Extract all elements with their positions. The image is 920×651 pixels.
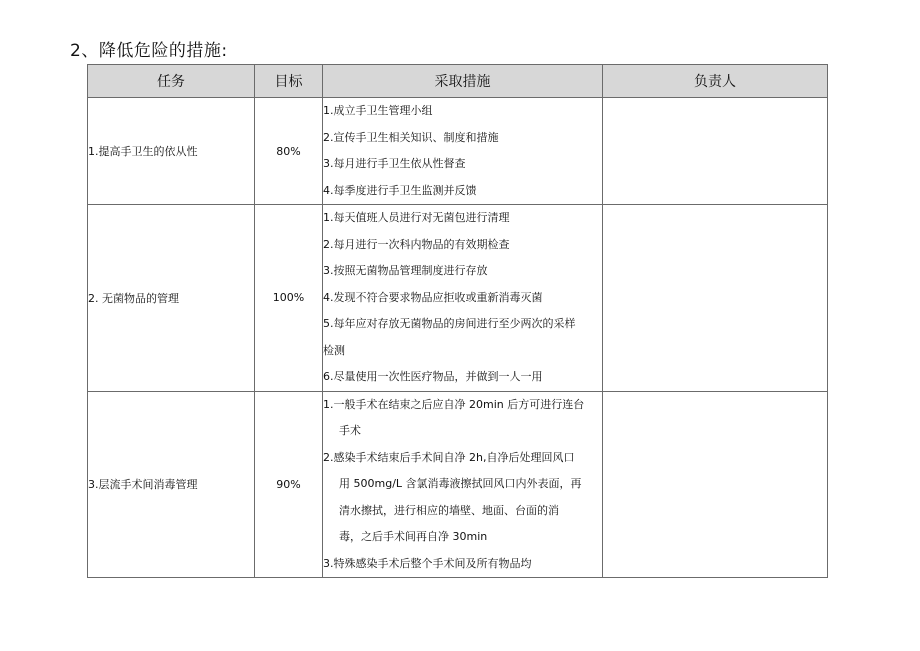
owner-cell bbox=[603, 98, 828, 205]
measures-cell bbox=[323, 391, 603, 578]
table-row bbox=[88, 391, 828, 578]
target-cell: 90% bbox=[255, 391, 323, 578]
measure-item bbox=[323, 445, 602, 551]
header-measures: 采取措施 bbox=[323, 65, 603, 98]
measure-list bbox=[323, 98, 602, 204]
measure-item: 1.成立手卫生管理小组 bbox=[323, 104, 433, 117]
measures-cell bbox=[323, 98, 603, 205]
owner-cell bbox=[603, 205, 828, 392]
owner-cell bbox=[603, 391, 828, 578]
measure-item: 4.发现不符合要求物品应拒收或重新消毒灭菌 bbox=[323, 290, 543, 304]
header-task: 任务 bbox=[88, 65, 255, 98]
measure-item-continuation: 手术 bbox=[339, 424, 361, 437]
measure-item: 3.每月进行手卫生依从性督查 bbox=[323, 157, 466, 170]
measure-item-continuation: 检测 bbox=[323, 343, 345, 357]
section-heading: 2、降低危险的措施: bbox=[70, 41, 228, 61]
measure-list bbox=[323, 205, 602, 391]
header-owner: 负责人 bbox=[603, 65, 828, 98]
measure-item: 3.特殊感染手术后整个手术间及所有物品均 bbox=[323, 556, 532, 570]
measure-item bbox=[323, 392, 602, 445]
measure-item: 3.按照无菌物品管理制度进行存放 bbox=[323, 264, 488, 277]
measure-item-continuation: 用 500mg/L 含氯消毒液擦拭回风口内外表面，再 清水擦拭，进行相应的墙壁、地面、台面的消 毒，之后手术间再自净 30min bbox=[339, 477, 582, 543]
measure-item: 1.每天值班人员进行对无菌包进行清理 bbox=[323, 211, 510, 224]
risk-measures-table bbox=[87, 64, 828, 578]
header-target: 目标 bbox=[255, 65, 323, 98]
measure-item-text: 1.一般手术在结束之后应自净 20min 后方可进行连台 bbox=[323, 397, 585, 411]
measure-item-text: 2.感染手术结束后手术间自净 2h,自净后处理回风口 bbox=[323, 450, 575, 464]
task-cell: 2. 无菌物品的管理 bbox=[88, 205, 255, 392]
target-cell: 100% bbox=[255, 205, 323, 392]
table-row bbox=[88, 205, 828, 392]
measure-item: 6.尽量使用一次性医疗物品，并做到一人一用 bbox=[323, 370, 543, 383]
table-row bbox=[88, 98, 828, 205]
measures-cell bbox=[323, 205, 603, 392]
measure-item bbox=[323, 311, 602, 364]
task-cell: 3.层流手术间消毒管理 bbox=[88, 391, 255, 578]
measure-item: 2.每月进行一次科内物品的有效期检查 bbox=[323, 237, 510, 251]
measure-item-text: 5.每年应对存放无菌物品的房间进行至少两次的采样 bbox=[323, 317, 576, 330]
measure-item: 2.宣传手卫生相关知识、制度和措施 bbox=[323, 130, 499, 144]
measure-item: 4.每季度进行手卫生监测并反馈 bbox=[323, 183, 477, 197]
measure-list bbox=[323, 392, 602, 578]
target-cell: 80% bbox=[255, 98, 323, 205]
task-cell: 1.提高手卫生的依从性 bbox=[88, 98, 255, 205]
table-header-row bbox=[88, 65, 828, 98]
